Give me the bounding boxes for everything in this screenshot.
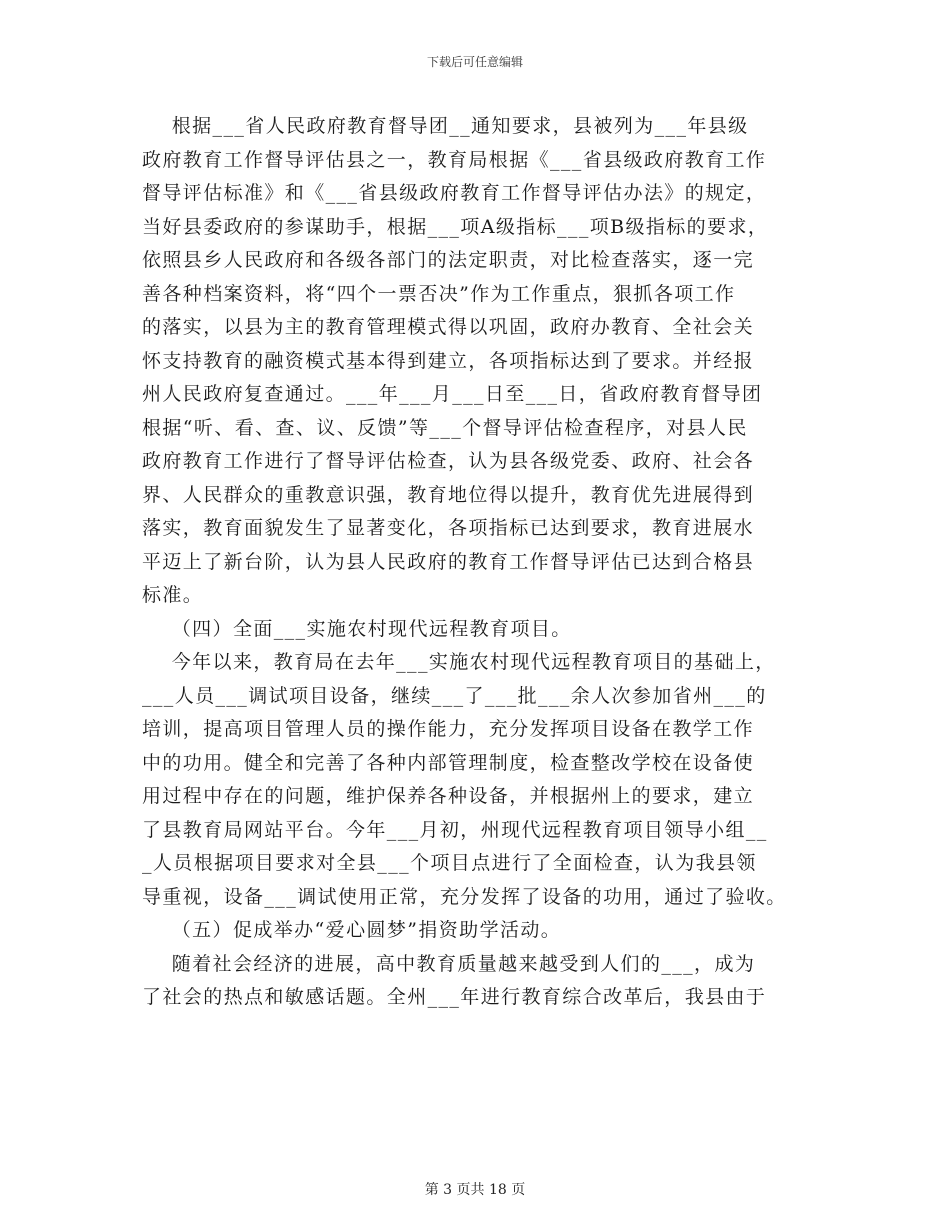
document-body xyxy=(142,110,818,1015)
text-line: 依照县乡人民政府和各级各部门的法定职责，对比检查落实，逐一完 xyxy=(142,249,755,271)
text-line: 善各种档案资料，将“四个一票否决”作为工作重点，狠抓各项工作 xyxy=(142,282,736,305)
section-heading: （五）促成举办“爱心圆梦”捐资助学活动。 xyxy=(142,919,562,941)
text-line: 怀支持教育的融资模式基本得到建立，各项指标达到了要求。并经报 xyxy=(142,349,755,372)
text-line: 中的功用。健全和完善了各种内部管理制度，检查整改学校在设备使 xyxy=(142,751,755,774)
page-header: 下载后可任意编辑 xyxy=(426,55,523,69)
text-line: 随着社会经济的进展，高中教育质量越来越受到人们的___，成为 xyxy=(142,952,756,975)
text-line: 督导评估标准》和《___省县级政府教育工作督导评估办法》的规定， xyxy=(142,182,767,204)
text-line: 了县教育局网站平台。今年___月初，州现代远程教育项目领导小组__ xyxy=(142,818,768,841)
text-line: ___人员___调试项目设备，继续___了___批___余人次参加省州___的 xyxy=(142,684,767,707)
text-line: 了社会的热点和敏感话题。全州___年进行教育综合改革后，我县由于 xyxy=(142,986,767,1008)
text-line: 平迈上了新台阶，认为县人民政府的教育工作督导评估已达到合格县 xyxy=(142,550,755,573)
text-line: 根据“听、看、查、议、反馈”等___个督导评估检查程序，对县人民 xyxy=(142,416,748,439)
text-line: 培训，提高项目管理人员的操作能力，充分发挥项目设备在教学工作 xyxy=(142,718,755,740)
text-line: 用过程中存在的问题，维护保养各种设备，并根据州上的要求，建立 xyxy=(142,785,755,807)
text-line: 当好县委政府的参谋助手，根据___项A级指标___项B级指标的要求， xyxy=(142,215,769,238)
text-line: 的落实，以县为主的教育管理模式得以巩固，政府办教育、全社会关 xyxy=(142,316,755,338)
text-line: 落实，教育面貌发生了显著变化，各项指标已达到要求，教育进展水 xyxy=(142,517,755,539)
text-line: 导重视，设备___调试使用正常，充分发挥了设备的功用，通过了验收。 xyxy=(142,885,787,908)
text-line: 政府教育工作进行了督导评估检查，认为县各级党委、政府、社会各 xyxy=(142,450,755,472)
text-line: _人员根据项目要求对全县___个项目点进行了全面检查，认为我县领 xyxy=(142,852,757,874)
text-line: 今年以来，教育局在去年___实施农村现代远程教育项目的基础上， xyxy=(142,651,776,673)
page-number-footer: 第 3 页共 18 页 xyxy=(424,1182,526,1198)
section-heading: （四）全面___实施农村现代远程教育项目。 xyxy=(142,617,572,640)
text-line: 界、人民群众的重教意识强，教育地位得以提升，教育优先进展得到 xyxy=(142,483,755,506)
text-line: 根据___省人民政府教育督导团__通知要求，县被列为___年县级 xyxy=(142,115,749,137)
text-line: 州人民政府复查通过。___年___月___日至___日，省政府教育督导团 xyxy=(142,383,763,405)
text-line: 标准。 xyxy=(142,584,204,606)
text-line: 政府教育工作督导评估县之一，教育局根据《___省县级政府教育工作 xyxy=(142,148,767,171)
